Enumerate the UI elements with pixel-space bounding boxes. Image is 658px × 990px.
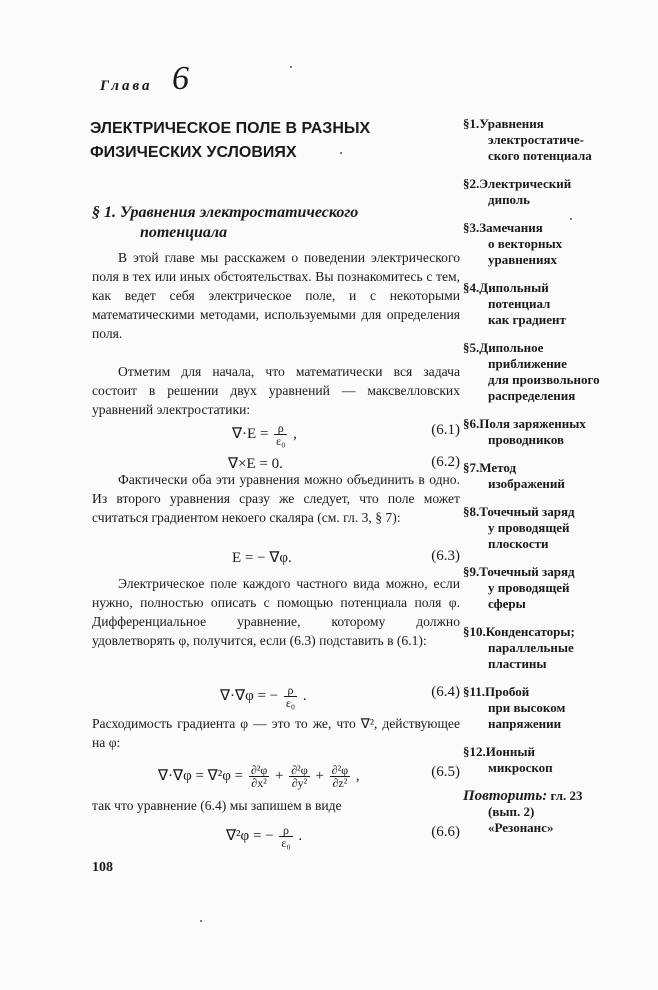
- paragraph-text: Отметим для начала, что математически вся задача состоит в решении двух уравнений — максвелловских уравнений электростатики:: [92, 364, 460, 417]
- contents-item: [463, 416, 653, 448]
- paragraph: [92, 248, 460, 343]
- section-heading-line: потенциала: [140, 224, 228, 241]
- contents-title: Дипольный: [479, 280, 549, 295]
- section-heading-line: § 1. Уравнения электростатического: [92, 204, 359, 221]
- contents-number: §2.: [463, 176, 480, 191]
- contents-subline: напряжении: [488, 716, 562, 731]
- contents-subline: уравнениях: [488, 252, 558, 267]
- contents-subline: для произвольного: [488, 372, 600, 387]
- contents-title: Точечный заряд: [479, 504, 575, 519]
- contents-subline: о векторных: [488, 236, 563, 251]
- contents-title: Ионный: [485, 744, 535, 759]
- contents-subline: проводников: [488, 432, 565, 447]
- equation-expression: [232, 422, 297, 447]
- paragraph-text: Расходимость градиента φ — это то же, что ∇², действующее на φ:: [92, 716, 460, 750]
- contents-title: Уравнения: [479, 116, 544, 131]
- chapter-title-line: ФИЗИЧЕСКИХ УСЛОВИЯХ: [90, 144, 297, 161]
- paragraph-text: Фактически оба эти уравнения можно объединить в одно. Из второго уравнения сразу же следует, что поле может считаться градиентом некоего скаляра (см. гл. 3, § 7):: [92, 472, 460, 525]
- fraction-top: ρ: [274, 422, 287, 435]
- paragraph: [92, 362, 460, 419]
- fraction-bottom: ∂y²: [291, 776, 308, 790]
- contents-number: §3.: [463, 220, 480, 235]
- equation-6-4: [92, 680, 460, 710]
- fraction: [289, 764, 309, 789]
- contents-number: §4.: [463, 280, 480, 295]
- fraction: [330, 764, 350, 789]
- section-heading: [92, 203, 462, 243]
- contents-item: [463, 116, 653, 164]
- contents-number: §9.: [463, 564, 480, 579]
- contents-number: §8.: [463, 504, 480, 519]
- scan-speck: [200, 920, 202, 922]
- fraction-top: ∂²φ: [331, 763, 349, 777]
- equation-6-1: [92, 418, 460, 448]
- eq-tail: .: [298, 827, 303, 844]
- fraction-top: ρ: [284, 684, 297, 697]
- chapter-contents: [463, 116, 653, 848]
- scan-speck: [570, 218, 572, 220]
- equation-expression: [158, 764, 360, 789]
- scan-speck: [340, 152, 342, 154]
- contents-title: Пробой: [485, 684, 530, 699]
- paragraph-text: Электрическое поле каждого частного вида можно, если нужно, полностью описать с помощью потенциала поля φ. Дифференциальное уравнение, которому должно удовлетворять φ, получится, если (6.3) подставить в (6.1):: [92, 576, 460, 648]
- eq-tail: ,: [293, 425, 297, 442]
- equation-label: (6.2): [431, 454, 460, 470]
- chapter-number: 6: [172, 60, 189, 97]
- contents-number: §7.: [463, 460, 480, 475]
- contents-subline: пластины: [488, 656, 547, 671]
- contents-item: [463, 624, 653, 672]
- chapter-label: Глава: [100, 78, 153, 94]
- equation-label: (6.4): [431, 684, 460, 700]
- contents-title: Точечный заряд: [479, 564, 575, 579]
- contents-item: [463, 280, 653, 328]
- fraction-bottom: ∂z²: [332, 776, 348, 790]
- fraction-top: ∂²φ: [250, 763, 268, 777]
- equation-label: (6.1): [431, 422, 460, 438]
- contents-subline: при высоком: [488, 700, 566, 715]
- fraction: [279, 824, 292, 849]
- scan-speck: [290, 66, 292, 68]
- contents-subline: у проводящей: [488, 580, 570, 595]
- fraction-bottom: ∂x²: [251, 776, 267, 790]
- paragraph: [92, 574, 460, 650]
- contents-item: [463, 744, 653, 776]
- eq-lhs: ∇·E =: [232, 425, 269, 442]
- contents-item: [463, 684, 653, 732]
- plus-sign: +: [315, 767, 324, 784]
- contents-subline: диполь: [488, 192, 531, 207]
- equation-expression: ∇×E = 0.: [228, 456, 283, 472]
- contents-subline: как градиент: [488, 312, 566, 327]
- eq-lhs: ∇·∇φ = −: [220, 687, 279, 704]
- repeat-label: Повторить:: [463, 788, 548, 804]
- contents-subline: электростатиче-: [488, 132, 584, 147]
- contents-title: Конденсаторы;: [485, 624, 575, 639]
- contents-item: [463, 564, 653, 612]
- contents-number: §5.: [463, 340, 480, 355]
- chapter-title-line: ЭЛЕКТРИЧЕСКОЕ ПОЛЕ В РАЗНЫХ: [90, 120, 371, 137]
- contents-subline: микроскоп: [488, 760, 553, 775]
- fraction: [274, 422, 287, 447]
- page-number: 108: [92, 860, 113, 875]
- contents-subline: параллельные: [488, 640, 574, 655]
- eq-lhs: ∇²φ = −: [226, 827, 274, 844]
- contents-item: [463, 340, 653, 404]
- equation-6-3: [92, 544, 460, 574]
- fraction: [284, 684, 297, 709]
- contents-number: §6.: [463, 416, 480, 431]
- fraction-top: ∂²φ: [291, 763, 308, 777]
- repeat-ref: (вып. 2): [488, 804, 535, 819]
- equation-label: (6.3): [431, 548, 460, 564]
- contents-item: [463, 176, 653, 208]
- equation-label: (6.6): [431, 824, 460, 840]
- equation-6-5: [92, 760, 460, 790]
- contents-title: Метод: [479, 460, 517, 475]
- contents-subline: изображений: [488, 476, 565, 491]
- contents-subline: потенциал: [488, 296, 551, 311]
- paragraph: [92, 796, 472, 815]
- paragraph-text: так что уравнение (6.4) мы запишем в виде: [92, 798, 342, 813]
- fraction-bottom: ε₀: [276, 434, 286, 448]
- contents-item: [463, 504, 653, 552]
- contents-title: Поля заряженных: [479, 416, 586, 431]
- fraction: [249, 764, 269, 789]
- contents-subline: приближение: [488, 356, 567, 371]
- contents-title: Замечания: [479, 220, 543, 235]
- contents-number: §10.: [463, 624, 486, 639]
- contents-number: §11.: [463, 684, 486, 699]
- eq-tail: .: [302, 687, 307, 704]
- paragraph: [92, 470, 460, 527]
- contents-subline: плоскости: [488, 536, 549, 551]
- contents-subline: распределения: [488, 388, 576, 403]
- repeat-ref: гл. 23: [550, 788, 583, 803]
- contents-subline: сферы: [488, 596, 526, 611]
- equation-label: (6.5): [431, 764, 460, 780]
- contents-number: §1.: [463, 116, 480, 131]
- equation-expression: [220, 684, 307, 709]
- repeat-note: [463, 788, 653, 836]
- contents-title: Дипольное: [479, 340, 544, 355]
- paragraph-text: В этой главе мы расскажем о поведении электрического поля в тех или иных обстоятельствах. Вы познакомитесь с тем, как ведет себя электрическое поле, и с некоторыми математическими методами, используемыми для определения поля.: [92, 250, 460, 341]
- contents-title: Электрический: [479, 176, 572, 191]
- fraction-top: ρ: [279, 824, 292, 837]
- plus-sign: +: [275, 767, 284, 784]
- eq-tail: ,: [355, 767, 360, 784]
- eq-lhs: ∇·∇φ = ∇²φ =: [158, 767, 244, 784]
- repeat-ref: «Резонанс»: [488, 820, 554, 835]
- fraction-bottom: ε₀: [285, 696, 296, 710]
- contents-item: [463, 460, 653, 492]
- equation-6-6: [92, 820, 460, 850]
- paragraph: [92, 714, 460, 752]
- fraction-bottom: ε₀: [281, 836, 291, 850]
- contents-number: §12.: [463, 744, 486, 759]
- contents-item: [463, 220, 653, 268]
- contents-subline: у проводящей: [488, 520, 570, 535]
- chapter-title: [90, 117, 460, 165]
- equation-expression: [226, 824, 302, 849]
- contents-subline: ского потенциала: [488, 148, 592, 163]
- equation-expression: E = − ∇φ.: [232, 550, 292, 566]
